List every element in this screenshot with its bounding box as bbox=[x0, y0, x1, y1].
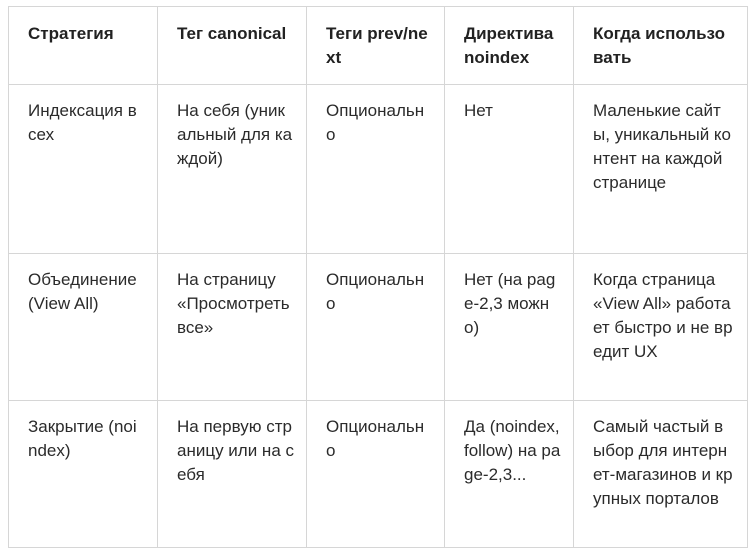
header-canonical: Тег canonical bbox=[158, 7, 307, 85]
table-row bbox=[9, 254, 748, 401]
header-noindex: Директива noindex bbox=[445, 7, 574, 85]
header-prev-next: Теги prev/next bbox=[307, 7, 445, 85]
cell-strategy: Индексация всех bbox=[9, 85, 158, 254]
cell-canonical: На первую страницу или на себя bbox=[158, 401, 307, 548]
table-row bbox=[9, 401, 748, 548]
header-row bbox=[9, 7, 748, 85]
pagination-strategy-table bbox=[8, 6, 748, 548]
table-body bbox=[9, 85, 748, 548]
cell-noindex: Да (noindex, follow) на page-2,3... bbox=[445, 401, 574, 548]
header-when-to-use: Когда использовать bbox=[574, 7, 748, 85]
cell-when-to-use: Самый частый выбор для интернет-магазинов и крупных порталов bbox=[574, 401, 748, 548]
cell-canonical: На страницу «Просмотреть все» bbox=[158, 254, 307, 401]
table-header bbox=[9, 7, 748, 85]
cell-canonical: На себя (уникальный для каждой) bbox=[158, 85, 307, 254]
cell-prev-next: Опционально bbox=[307, 85, 445, 254]
cell-when-to-use: Когда страница «View All» работает быстро и не вредит UX bbox=[574, 254, 748, 401]
header-strategy: Стратегия bbox=[9, 7, 158, 85]
cell-noindex: Нет (на page-2,3 можно) bbox=[445, 254, 574, 401]
cell-strategy: Закрытие (noindex) bbox=[9, 401, 158, 548]
cell-prev-next: Опционально bbox=[307, 254, 445, 401]
cell-when-to-use: Маленькие сайты, уникальный контент на каждой странице bbox=[574, 85, 748, 254]
cell-prev-next: Опционально bbox=[307, 401, 445, 548]
cell-noindex: Нет bbox=[445, 85, 574, 254]
cell-strategy: Объединение (View All) bbox=[9, 254, 158, 401]
table-row bbox=[9, 85, 748, 254]
